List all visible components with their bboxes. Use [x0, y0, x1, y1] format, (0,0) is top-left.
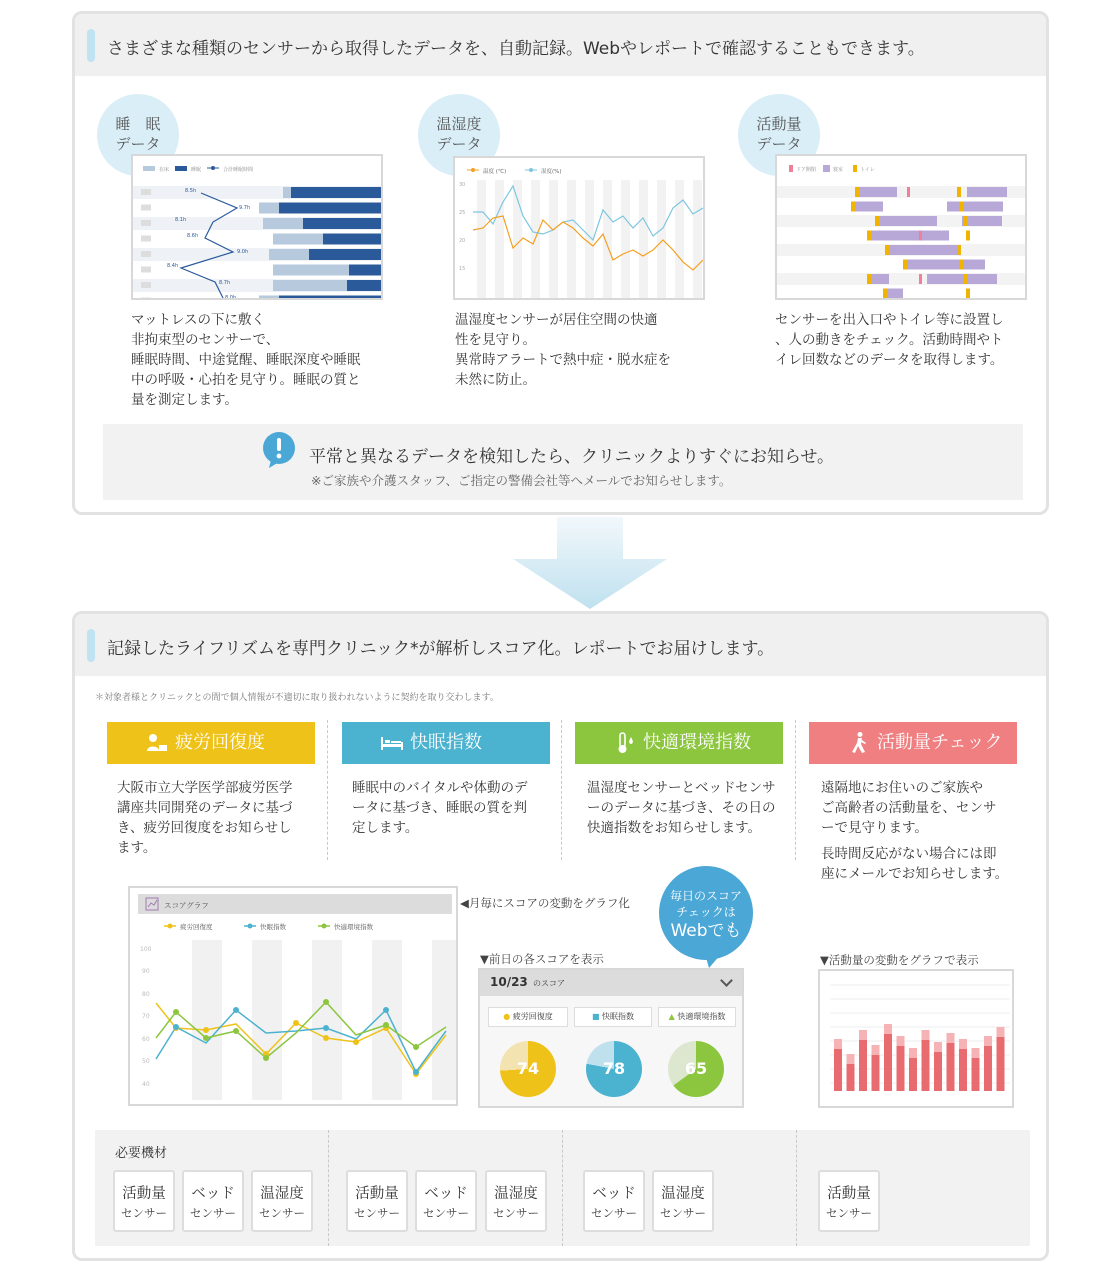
equipment-chip [583, 1170, 645, 1232]
sleep-point-label: 9.7h [239, 205, 251, 211]
sleep-point-label: 8.6h [187, 233, 199, 239]
equipment-chip [251, 1170, 313, 1232]
exclamation-icon [261, 432, 297, 468]
temperature-chart [455, 158, 705, 300]
activity-bar-chart [820, 971, 1014, 1108]
sleep-index-title: 快眠指数 [410, 732, 482, 753]
sleep-legend-0: 在床 [159, 167, 170, 173]
score-ytick: 100 [140, 946, 152, 953]
activity-check-desc-line: 遠隔地にお住いのご家族や [821, 780, 983, 796]
sleep-index-desc-line: 定します。 [352, 820, 419, 836]
temp-ytick: 30 [459, 182, 466, 188]
fatigue-score-gauge [500, 1041, 556, 1097]
header-accent-bar [87, 29, 95, 62]
equipment-type: センサー [121, 1206, 167, 1220]
temp-desc-line: 温湿度センサーが居住空間の快適 [455, 312, 658, 328]
sleep-description [131, 310, 401, 410]
equipment-type: センサー [591, 1206, 637, 1220]
equipment-chip [818, 1170, 880, 1232]
comfort-score-badge [658, 1007, 736, 1027]
score-ytick: 90 [142, 968, 150, 975]
sleep-score-label: 快眠指数 [602, 1012, 635, 1021]
sensor-data-panel [72, 11, 1049, 515]
sleep-score-gauge [586, 1041, 642, 1097]
temperature-chart-thumbnail [453, 156, 705, 300]
score-graph-title: スコアグラフ [164, 901, 209, 910]
temp-label-line1: 温湿度 [436, 115, 482, 133]
fatigue-desc-line: 講座共同開発のデータに基づ [117, 800, 293, 816]
activity-check-title: 活動量チェック [877, 732, 1003, 753]
equipment-type: センサー [259, 1206, 305, 1220]
privacy-note: ＊対象者様とクリニックとの間で個人情報が不適切に取り扱われないように契約を取り交わします。 [95, 693, 499, 703]
temp-desc-line: 性を見守り。 [455, 332, 536, 348]
sleep-score-badge [574, 1007, 652, 1027]
activity-check-desc-line: ご高齢者の活動量を、センサ [821, 800, 997, 816]
comfort-score-label: 快適環境指数 [677, 1012, 726, 1021]
equipment-type: センサー [423, 1206, 469, 1220]
score-ytick: 70 [142, 1013, 150, 1020]
equipment-title: 必要機材 [115, 1146, 168, 1161]
comfort-desc-line: ーのデータに基づき、その日の [587, 800, 776, 816]
score-legend-2: 快適環境指数 [334, 923, 373, 931]
sleep-desc-line: 中の呼吸・心拍を見守り。睡眠の質と [131, 372, 361, 388]
temp-legend-0: 温度 (℃) [483, 169, 507, 175]
sleep-desc-line: 睡眠時間、中途覚醒、睡眠深度や睡眠 [131, 352, 361, 368]
activity-desc-line: 、人の動きをチェック。活動時間やト [775, 332, 1004, 348]
activity-label-line1: 活動量 [756, 115, 802, 133]
sleep-label-line2: データ [115, 135, 161, 153]
sleep-desc-line: 量を測定します。 [131, 392, 238, 408]
activity-check-desc-line: ーで見守ります。 [821, 820, 928, 836]
alert-notice-box [103, 424, 1023, 500]
activity-description [775, 310, 1035, 370]
score-card-header [480, 970, 742, 996]
equipment-chip [346, 1170, 408, 1232]
column-divider [562, 1130, 563, 1246]
column-divider [328, 1130, 329, 1246]
fatigue-score-label: 疲労回復度 [512, 1012, 553, 1021]
sleep-chart-thumbnail [131, 154, 383, 300]
person-rest-icon [145, 731, 169, 755]
sleep-point-label: 8.7h [219, 280, 231, 286]
activity-legend-1: 寝室 [833, 167, 844, 173]
activity-chart [777, 156, 1027, 300]
comfort-score-value: 65 [684, 1059, 708, 1078]
sleep-point-label: 8.1h [175, 217, 187, 223]
comfort-score-gauge [668, 1041, 724, 1097]
column-divider [795, 720, 796, 860]
temp-desc-line: 異常時アラートで熱中症・脱水症を [455, 352, 671, 368]
comfort-desc-line: 快適指数をお知らせします。 [587, 820, 762, 836]
web-bubble-line: Webでも [670, 921, 742, 941]
fatigue-recovery-title: 疲労回復度 [175, 732, 265, 753]
sleep-point-label: 8.4h [167, 263, 179, 269]
column-divider [796, 1130, 797, 1246]
sleep-point-label: 8.0h [225, 295, 237, 300]
activity-desc-line: センサーを出入口やトイレ等に設置し [775, 312, 1004, 328]
temp-label-line2: データ [436, 135, 482, 153]
sleep-index-header [342, 722, 550, 764]
web-bubble-line: 毎日のスコア [669, 889, 742, 903]
activity-caption: ▼活動量の変動をグラフで表示 [820, 953, 979, 967]
column-divider [327, 720, 328, 860]
sleep-label-line1: 睡 眠 [115, 115, 161, 133]
activity-bar-chart-thumbnail [818, 969, 1014, 1108]
temp-desc-line: 未然に防止。 [455, 372, 536, 388]
person-rest-icon: ● [503, 1012, 511, 1021]
header-accent-bar [87, 629, 95, 662]
required-equipment-section [95, 1130, 1030, 1246]
column-divider [561, 720, 562, 860]
bed-icon [380, 731, 404, 755]
score-ytick: 80 [142, 991, 150, 998]
temp-ytick: 15 [459, 266, 466, 272]
activity-desc-line: イレ回数などのデータを取得します。 [775, 352, 1004, 368]
equipment-chip [113, 1170, 175, 1232]
web-bubble-line: チェックは [676, 905, 736, 919]
equipment-name: 温湿度 [260, 1186, 304, 1202]
score-ytick: 40 [142, 1081, 150, 1088]
equipment-chip [182, 1170, 244, 1232]
activity-check-desc-line: 座にメールでお知らせします。 [821, 866, 1009, 882]
equipment-name: 温湿度 [661, 1186, 705, 1202]
chevron-down-icon[interactable] [720, 974, 733, 987]
equipment-name: 活動量 [827, 1186, 871, 1202]
equipment-name: ベッド [592, 1186, 636, 1202]
equipment-name: 活動量 [355, 1186, 399, 1202]
temp-ytick: 20 [459, 238, 466, 244]
equipment-type: センサー [826, 1206, 872, 1220]
comfort-index-header [575, 722, 783, 764]
fatigue-score-value: 74 [516, 1059, 540, 1078]
sleep-legend-2: 合計睡眠時間 [223, 167, 254, 173]
sleep-chart [133, 156, 383, 300]
score-caption: ▼前日の各スコアを表示 [480, 952, 604, 966]
fatigue-desc-line: ます。 [117, 840, 157, 856]
score-legend-0: 疲労回復度 [180, 923, 213, 931]
fatigue-desc-line: 大阪市立大学医学部疲労医学 [117, 780, 293, 796]
activity-check-description [821, 778, 1021, 884]
sleep-index-desc-line: ータに基づき、睡眠の質を判 [352, 800, 527, 816]
score-report-panel [72, 611, 1049, 1261]
equipment-name: ベッド [424, 1186, 468, 1202]
score-graph [130, 888, 458, 1106]
sleep-legend-1: 睡眠 [191, 167, 202, 173]
activity-check-header [809, 722, 1017, 764]
sleep-point-label: 9.0h [237, 249, 249, 255]
fatigue-recovery-header [107, 722, 315, 764]
score-panel-header [75, 614, 1046, 676]
temperature-description [455, 310, 715, 390]
activity-check-desc-line: 長時間反応がない場合には即 [821, 846, 997, 862]
score-ytick: 60 [142, 1036, 150, 1043]
sleep-desc-line: 非拘束型のセンサーで、 [131, 332, 280, 348]
bubble-tail [703, 954, 723, 970]
alert-sub-text: ※ご家族や介護スタッフ、ご指定の警備会社等へメールでお知らせします。 [311, 473, 732, 488]
equipment-name: 温湿度 [494, 1186, 538, 1202]
score-legend-1: 快眠指数 [260, 923, 286, 931]
daily-score-card [478, 968, 744, 1108]
bed-icon: ■ [591, 1012, 600, 1021]
walking-person-icon [847, 731, 871, 755]
score-ytick: 50 [142, 1058, 150, 1065]
thermometer-icon: ▲ [668, 1012, 675, 1021]
temp-ytick: 25 [459, 210, 466, 216]
sleep-desc-line: マットレスの下に敷く [131, 312, 266, 328]
sleep-index-desc-line: 睡眠中のバイタルや体動のデ [352, 780, 528, 796]
temp-legend-1: 湿度(%) [541, 169, 562, 175]
equipment-type: センサー [190, 1206, 236, 1220]
activity-chart-thumbnail [775, 154, 1027, 300]
sleep-index-description [352, 778, 552, 838]
equipment-chip [652, 1170, 714, 1232]
comfort-index-description [587, 778, 787, 838]
thermometer-icon [613, 731, 637, 755]
fatigue-description [117, 778, 317, 858]
alert-main-text: 平常と異なるデータを検知したら、クリニックよりすぐにお知らせ。 [309, 447, 834, 467]
sleep-point-label: 8.5h [185, 188, 197, 194]
fatigue-desc-line: き、疲労回復度をお知らせし [117, 820, 292, 836]
equipment-chip [485, 1170, 547, 1232]
comfort-index-title: 快適環境指数 [643, 732, 751, 753]
sleep-score-value: 78 [602, 1059, 626, 1078]
equipment-type: センサー [493, 1206, 539, 1220]
down-arrow-icon [507, 517, 673, 611]
equipment-chip [415, 1170, 477, 1232]
score-panel-title: 記録したライフリズムを専門クリニック*が解析しスコア化。レポートでお届けします。 [107, 639, 775, 659]
activity-legend-2: トイレ [860, 167, 875, 173]
score-date: 10/23 [490, 975, 528, 989]
equipment-type: センサー [354, 1206, 400, 1220]
web-check-bubble [659, 866, 753, 960]
score-graph-thumbnail [128, 886, 458, 1106]
score-date-suffix: のスコア [533, 979, 565, 988]
sensor-panel-header [75, 14, 1046, 76]
graph-caption: ◀月毎にスコアの変動をグラフ化 [460, 896, 630, 910]
fatigue-score-badge [488, 1007, 568, 1027]
equipment-name: ベッド [191, 1186, 235, 1202]
equipment-type: センサー [660, 1206, 706, 1220]
activity-label-line2: データ [756, 135, 802, 153]
activity-legend-0: ドア開閉 [796, 167, 816, 173]
comfort-desc-line: 温湿度センサーとベッドセンサ [587, 780, 776, 796]
sensor-panel-title: さまざまな種類のセンサーから取得したデータを、自動記録。Webやレポートで確認することもできます。 [107, 39, 925, 59]
equipment-name: 活動量 [122, 1186, 166, 1202]
